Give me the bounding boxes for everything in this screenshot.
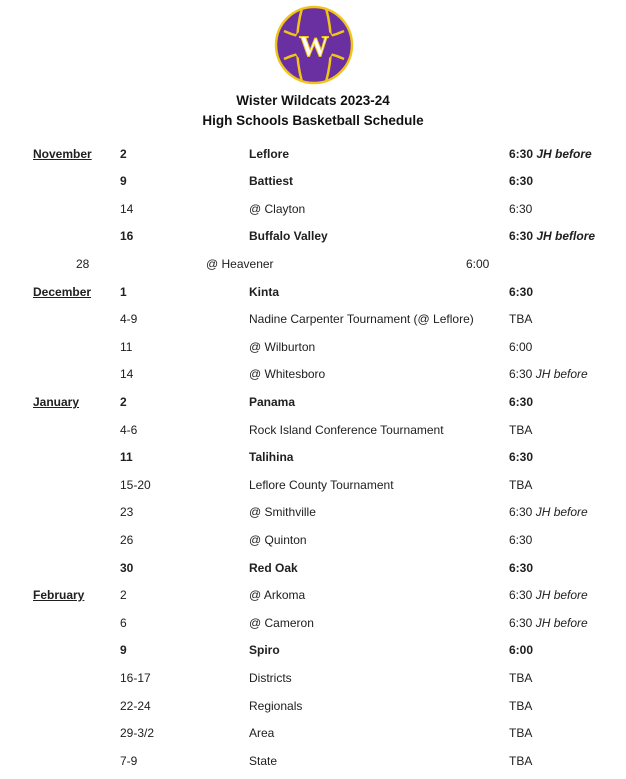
game-date: 4-6 <box>120 423 138 437</box>
game-time <box>509 340 532 354</box>
opponent: Talihina <box>249 450 294 464</box>
opponent: Rock Island Conference Tournament <box>249 423 444 437</box>
game-date: 14 <box>120 367 134 381</box>
schedule-row <box>0 671 626 689</box>
opponent: @ Cameron <box>249 616 314 630</box>
time-value: 6:30 <box>509 505 533 519</box>
game-time <box>509 285 533 299</box>
time-value: TBA <box>509 699 533 713</box>
schedule-row <box>0 588 626 606</box>
game-date: 14 <box>120 202 134 216</box>
opponent: State <box>249 754 278 768</box>
opponent: Leflore <box>249 147 290 161</box>
jh-note: JH before <box>535 367 588 381</box>
game-date: 2 <box>120 588 127 602</box>
schedule-row <box>0 450 626 468</box>
game-time <box>509 561 533 575</box>
game-time <box>509 174 533 188</box>
opponent: @ Whitesboro <box>249 367 326 381</box>
opponent: Nadine Carpenter Tournament (@ Leflore) <box>249 312 474 326</box>
game-date: 16 <box>120 229 134 243</box>
time-value: TBA <box>509 726 533 740</box>
game-time <box>509 505 588 519</box>
opponent: Leflore County Tournament <box>249 478 394 492</box>
game-time <box>509 367 588 381</box>
schedule-row <box>0 174 626 192</box>
time-value: 6:30 <box>509 561 534 575</box>
game-time <box>509 671 532 685</box>
schedule-row <box>0 561 626 579</box>
game-time <box>509 312 532 326</box>
schedule-row <box>0 423 626 441</box>
month-label: November <box>33 147 92 161</box>
schedule-row <box>0 616 626 634</box>
game-date: 4-9 <box>120 312 138 326</box>
game-time <box>509 478 532 492</box>
game-time <box>509 588 588 602</box>
game-time <box>509 450 533 464</box>
page-title: Wister Wildcats 2023-24 <box>236 93 390 108</box>
schedule-row <box>0 505 626 523</box>
jh-note: JH before <box>535 616 588 630</box>
time-value: TBA <box>509 671 533 685</box>
game-time <box>509 229 595 243</box>
time-value: 6:30 <box>509 174 534 188</box>
game-date: 29-3/2 <box>120 726 155 740</box>
game-date: 9 <box>120 174 127 188</box>
month-label: January <box>33 395 80 409</box>
game-date: 1 <box>120 285 127 299</box>
opponent: Area <box>249 726 275 740</box>
jh-note: JH beflore <box>536 229 596 243</box>
month-label: February <box>33 588 85 602</box>
game-time <box>509 423 532 437</box>
time-value: 6:00 <box>509 340 533 354</box>
game-date: 7-9 <box>120 754 138 768</box>
game-date: 9 <box>120 643 127 657</box>
jh-note: JH before <box>535 588 588 602</box>
opponent: @ Clayton <box>249 202 306 216</box>
month-label: December <box>33 285 92 299</box>
logo-letter: W <box>299 30 329 63</box>
time-value: 6:30 <box>509 229 534 243</box>
schedule-row <box>0 478 626 496</box>
time-value: 6:30 <box>509 450 534 464</box>
opponent: @ Quinton <box>249 533 307 547</box>
time-value: TBA <box>509 423 533 437</box>
game-date: 22-24 <box>120 699 151 713</box>
game-time <box>509 202 532 216</box>
game-time <box>509 616 588 630</box>
game-date: 28 <box>76 257 90 271</box>
schedule-row <box>0 726 626 744</box>
opponent: @ Heavener <box>206 257 274 271</box>
game-time <box>509 147 592 161</box>
game-date: 30 <box>120 561 134 575</box>
game-time <box>509 726 532 740</box>
opponent: Panama <box>249 395 296 409</box>
schedule-row <box>0 643 626 661</box>
time-value: 6:00 <box>466 257 490 271</box>
game-time <box>509 699 532 713</box>
game-time <box>509 533 532 547</box>
schedule-row <box>0 285 626 303</box>
game-date: 26 <box>120 533 134 547</box>
time-value: 6:30 <box>509 367 533 381</box>
opponent: Districts <box>249 671 292 685</box>
schedule-row <box>0 367 626 385</box>
time-value: 6:30 <box>509 395 534 409</box>
time-value: 6:30 <box>509 147 534 161</box>
opponent: @ Smithville <box>249 505 316 519</box>
schedule-row <box>0 754 626 772</box>
opponent: Regionals <box>249 699 303 713</box>
schedule-row <box>0 257 626 275</box>
opponent: Red Oak <box>249 561 298 575</box>
time-value: 6:30 <box>509 202 533 216</box>
schedule-row <box>0 229 626 247</box>
opponent: @ Arkoma <box>249 588 306 602</box>
time-value: 6:00 <box>509 643 534 657</box>
game-time <box>509 643 533 657</box>
game-date: 16-17 <box>120 671 151 685</box>
jh-note: JH before <box>536 147 592 161</box>
game-date: 11 <box>120 450 133 464</box>
opponent: Kinta <box>249 285 279 299</box>
game-date: 15-20 <box>120 478 151 492</box>
opponent: Spiro <box>249 643 280 657</box>
schedule-row <box>0 533 626 551</box>
jh-note: JH before <box>535 505 588 519</box>
game-date: 23 <box>120 505 134 519</box>
game-time <box>466 257 489 271</box>
game-time <box>509 754 532 768</box>
time-value: 6:30 <box>509 616 533 630</box>
time-value: 6:30 <box>509 533 533 547</box>
schedule-row <box>0 202 626 220</box>
time-value: 6:30 <box>509 588 533 602</box>
time-value: TBA <box>509 312 533 326</box>
opponent: @ Wilburton <box>249 340 316 354</box>
game-date: 2 <box>120 395 127 409</box>
time-value: TBA <box>509 754 533 768</box>
time-value: TBA <box>509 478 533 492</box>
schedule-row <box>0 147 626 165</box>
page-subtitle: High Schools Basketball Schedule <box>202 113 424 128</box>
schedule-row <box>0 340 626 358</box>
schedule-row <box>0 395 626 413</box>
game-date: 11 <box>120 340 133 354</box>
schedule-row <box>0 312 626 330</box>
game-time <box>509 395 533 409</box>
game-date: 2 <box>120 147 127 161</box>
game-date: 6 <box>120 616 127 630</box>
opponent: Battiest <box>249 174 294 188</box>
time-value: 6:30 <box>509 285 534 299</box>
opponent: Buffalo Valley <box>249 229 328 243</box>
schedule-row <box>0 699 626 717</box>
wildcats-logo-icon <box>274 5 354 85</box>
